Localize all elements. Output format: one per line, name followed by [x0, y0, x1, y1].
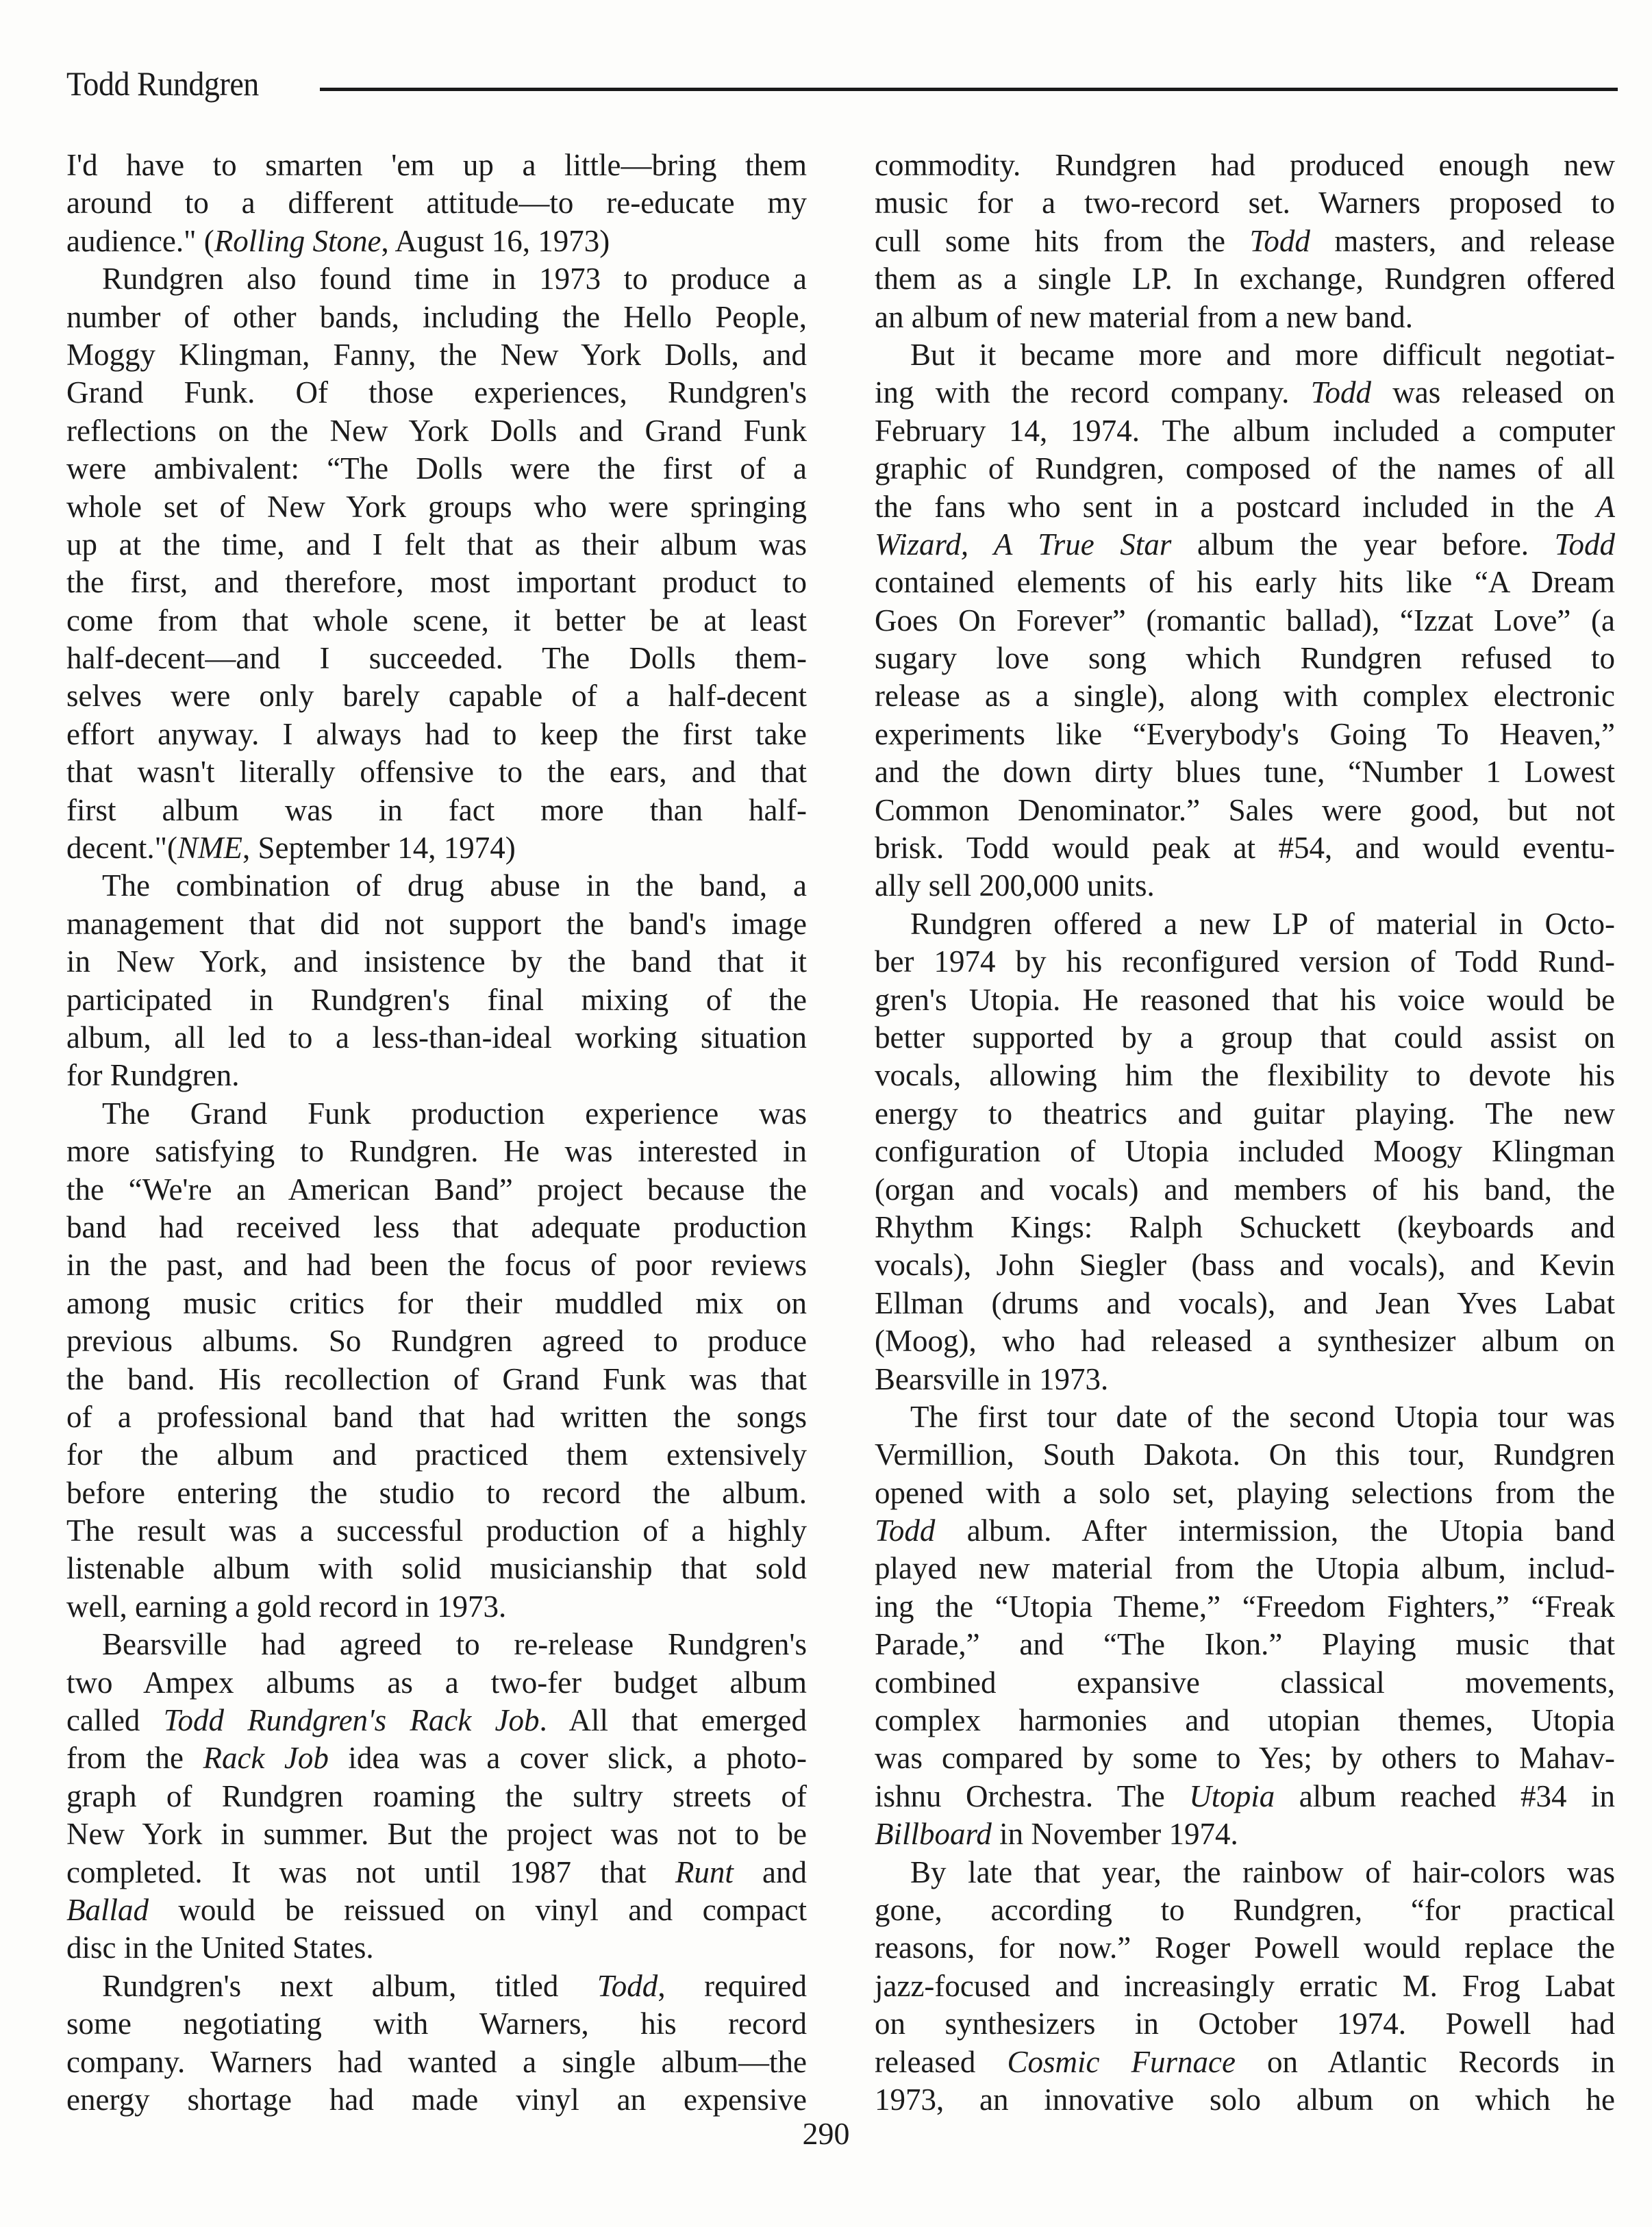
- text-line: [66, 1588, 807, 1626]
- text-run: that wasn't literally offensive to the ears, and that: [66, 755, 807, 790]
- text-line: [66, 829, 807, 867]
- text-run: music for a two-record set. Warners proposed to: [875, 186, 1615, 221]
- text-run: better supported by a group that could assist on: [875, 1020, 1615, 1055]
- text-line: [875, 1815, 1615, 1853]
- text-line: [875, 905, 1615, 943]
- text-run: decent."(: [66, 831, 178, 866]
- text-line: [66, 374, 807, 412]
- italic-title: Todd: [875, 1513, 936, 1548]
- text-line: [66, 450, 807, 488]
- text-run: ber 1974 by his reconfigured version of Todd Rund-: [875, 944, 1615, 979]
- text-line: [875, 981, 1615, 1019]
- text-line: [66, 1739, 807, 1777]
- text-run: around to a different attitude—to re-educate my: [66, 186, 807, 221]
- italic-title: Billboard: [875, 1817, 992, 1852]
- text-run: Goes On Forever” (romantic ballad), “Izzat Love” (a: [875, 603, 1615, 638]
- text-run: I'd have to smarten 'em up a little—bring them: [66, 148, 807, 182]
- text-line: [875, 602, 1615, 640]
- text-line: [66, 905, 807, 943]
- text-line: [66, 184, 807, 222]
- text-run: in New York, and insistence by the band that it: [66, 944, 807, 979]
- text-line: [875, 1057, 1615, 1094]
- text-line: [875, 640, 1615, 677]
- text-run: company. Warners had wanted a single album—the: [66, 2044, 807, 2079]
- text-run: an album of new material from a new band.: [875, 299, 1413, 334]
- text-line: [66, 223, 807, 260]
- text-line: [66, 299, 807, 336]
- text-run: ishnu Orchestra. The: [875, 1778, 1190, 1813]
- text-run: number of other bands, including the Hello People,: [66, 299, 807, 334]
- text-run: in November 1974.: [991, 1817, 1238, 1852]
- text-run: Bearsville had agreed to re-release Rundgren's: [102, 1627, 807, 1662]
- text-line: [875, 564, 1615, 601]
- text-line: [875, 1171, 1615, 1209]
- text-run: of a professional band that had written the songs: [66, 1399, 807, 1434]
- text-run: in the past, and had been the focus of poor reviews: [66, 1248, 807, 1283]
- text-line: [66, 526, 807, 564]
- text-line: [66, 1171, 807, 1209]
- italic-title: Todd: [1249, 223, 1310, 258]
- text-run: come from that whole scene, it better be at least: [66, 603, 807, 638]
- text-run: first album was in fact more than half-: [66, 792, 807, 827]
- text-run: album the year before.: [1171, 527, 1555, 562]
- text-line: [66, 1512, 807, 1550]
- text-run: on Atlantic Records in: [1235, 2044, 1615, 2079]
- text-run: ing the “Utopia Theme,” “Freedom Fighters,” “Freak: [875, 1589, 1615, 1624]
- text-line: [66, 640, 807, 677]
- text-line: [66, 1019, 807, 1057]
- text-line: [875, 1209, 1615, 1246]
- text-run: experiments like “Everybody's Going To Heaven,”: [875, 716, 1615, 751]
- text-line: [875, 1967, 1615, 2005]
- text-line: [875, 526, 1615, 564]
- text-line: [875, 488, 1615, 526]
- text-run: selves were only barely capable of a half-decent: [66, 679, 807, 714]
- text-line: [875, 299, 1615, 336]
- text-line: [66, 981, 807, 1019]
- text-run: whole set of New York groups who were springing: [66, 489, 807, 524]
- text-run: the “We're an American Band” project because the: [66, 1172, 807, 1207]
- text-run: them as a single LP. In exchange, Rundgren offered: [875, 262, 1615, 297]
- text-run: played new material from the Utopia album, includ-: [875, 1551, 1615, 1586]
- text-run: jazz-focused and increasingly erratic M. Frog Labat: [875, 1968, 1615, 2003]
- text-run: on synthesizers in October 1974. Powell had: [875, 2006, 1615, 2041]
- text-run: The result was a successful production of a highly: [66, 1513, 807, 1548]
- text-run: album. After intermission, the Utopia band: [935, 1513, 1615, 1548]
- text-run: would be reissued on vinyl and compact: [149, 1892, 807, 1927]
- text-run: released: [875, 2044, 1008, 2079]
- text-run: Rhythm Kings: Ralph Schuckett (keyboards and: [875, 1209, 1615, 1244]
- italic-title: NME: [177, 831, 243, 866]
- text-line: [66, 2081, 807, 2119]
- text-line: [875, 2043, 1615, 2081]
- text-line: [66, 1285, 807, 1322]
- text-line: [875, 1588, 1615, 1626]
- text-run: two Ampex albums as a two-fer budget album: [66, 1665, 807, 1700]
- text-line: [875, 1133, 1615, 1170]
- text-run: , required: [658, 1968, 808, 2003]
- text-line: [875, 1891, 1615, 1929]
- text-line: [875, 1929, 1615, 1967]
- text-run: configuration of Utopia included Moogy Klingman: [875, 1134, 1615, 1169]
- text-line: [875, 943, 1615, 981]
- text-run: previous albums. So Rundgren agreed to produce: [66, 1324, 807, 1359]
- text-line: [875, 753, 1615, 791]
- text-run: reflections on the New York Dolls and Grand Funk: [66, 413, 807, 448]
- text-run: album reached #34 in: [1275, 1778, 1615, 1813]
- text-line: [66, 1891, 807, 1929]
- text-line: [66, 336, 807, 374]
- text-run: (organ and vocals) and members of his band, the: [875, 1172, 1615, 1207]
- text-run: management that did not support the band's image: [66, 906, 807, 941]
- text-run: graphic of Rundgren, composed of the names of all: [875, 451, 1615, 486]
- text-run: ally sell 200,000 units.: [875, 868, 1155, 903]
- column-left: [66, 147, 807, 2119]
- text-run: were ambivalent: “The Dolls were the first of a: [66, 451, 807, 486]
- text-line: [66, 260, 807, 298]
- text-run: called: [66, 1703, 164, 1738]
- text-line: [66, 564, 807, 601]
- italic-title: Ballad: [66, 1892, 149, 1927]
- text-line: [66, 1702, 807, 1739]
- text-run: New York in summer. But the project was not to be: [66, 1817, 807, 1852]
- text-run: some negotiating with Warners, his record: [66, 2006, 807, 2041]
- text-run: opened with a solo set, playing selections from the: [875, 1475, 1615, 1510]
- text-run: Vermillion, South Dakota. On this tour, Rundgren: [875, 1437, 1615, 1472]
- text-line: [875, 1778, 1615, 1815]
- text-run: for Rundgren.: [66, 1058, 240, 1093]
- text-run: sugary love song which Rundgren refused to: [875, 641, 1615, 676]
- text-line: [66, 147, 807, 184]
- text-line: [875, 792, 1615, 829]
- text-line: [66, 1664, 807, 1702]
- text-line: [66, 2043, 807, 2081]
- text-line: [875, 1474, 1615, 1512]
- text-line: [66, 1322, 807, 1360]
- text-line: [66, 1361, 807, 1398]
- text-line: [875, 2005, 1615, 2043]
- text-run: disc in the United States.: [66, 1930, 374, 1965]
- text-line: [875, 147, 1615, 184]
- italic-title: Todd: [597, 1968, 658, 2003]
- text-run: But it became more and more difficult negotiat-: [910, 337, 1615, 372]
- text-run: was released on: [1371, 375, 1615, 410]
- text-line: [875, 412, 1615, 450]
- text-run: graph of Rundgren roaming the sultry streets of: [66, 1778, 807, 1813]
- text-line: [875, 223, 1615, 260]
- text-run: well, earning a gold record in 1973.: [66, 1589, 507, 1624]
- text-line: [66, 412, 807, 450]
- text-run: Parade,” and “The Ikon.” Playing music that: [875, 1627, 1615, 1662]
- text-run: commodity. Rundgren had produced enough new: [875, 148, 1615, 182]
- text-line: [66, 753, 807, 791]
- italic-title: Wizard, A True Star: [875, 527, 1172, 562]
- text-run: Grand Funk. Of those experiences, Rundgren's: [66, 375, 807, 410]
- running-head-rule: [320, 88, 1618, 91]
- text-line: [875, 1436, 1615, 1474]
- text-run: February 14, 1974. The album included a computer: [875, 413, 1615, 448]
- text-run: gren's Utopia. He reasoned that his voice would be: [875, 982, 1615, 1017]
- italic-title: Rack Job: [203, 1741, 329, 1776]
- text-line: [875, 867, 1615, 905]
- text-line: [875, 1095, 1615, 1133]
- text-line: [875, 716, 1615, 753]
- text-run: completed. It was not until 1987 that: [66, 1854, 675, 1889]
- text-line: [66, 602, 807, 640]
- text-run: cull some hits from the: [875, 223, 1250, 258]
- text-run: brisk. Todd would peak at #54, and would eventu-: [875, 831, 1615, 866]
- text-run: (Moog), who had released a synthesizer album on: [875, 1324, 1615, 1359]
- italic-title: Rolling Stone: [214, 223, 381, 258]
- running-head: [66, 63, 1618, 104]
- text-run: the band. His recollection of Grand Funk was that: [66, 1361, 807, 1396]
- text-run: listenable album with solid musicianship that sold: [66, 1551, 807, 1586]
- text-line: [66, 1474, 807, 1512]
- italic-title: Todd: [1554, 527, 1615, 562]
- text-line: [66, 677, 807, 715]
- text-run: Rundgren's next album, titled: [102, 1968, 597, 2003]
- text-run: before entering the studio to record the album.: [66, 1475, 807, 1510]
- text-run: , September 14, 1974): [242, 831, 516, 866]
- page-number: 290: [802, 2116, 850, 2151]
- text-line: [66, 1626, 807, 1663]
- text-run: release as a single), along with complex electronic: [875, 679, 1615, 714]
- italic-title: Utopia: [1189, 1778, 1275, 1813]
- text-run: the first, and therefore, most important product to: [66, 565, 807, 600]
- text-run: audience." (: [66, 223, 214, 258]
- text-line: [875, 1739, 1615, 1777]
- italic-title: Todd Rundgren's Rack Job: [163, 1703, 540, 1738]
- text-line: [875, 260, 1615, 298]
- text-run: for the album and practiced them extensively: [66, 1437, 807, 1472]
- italic-title: Todd: [1310, 375, 1372, 410]
- text-run: Rundgren offered a new LP of material in Octo-: [910, 906, 1615, 941]
- text-run: Rundgren also found time in 1973 to produce a: [102, 262, 807, 297]
- text-line: [66, 792, 807, 829]
- text-line: [66, 1854, 807, 1891]
- text-run: gone, according to Rundgren, “for practical: [875, 1892, 1615, 1927]
- text-run: Common Denominator.” Sales were good, but not: [875, 792, 1615, 827]
- text-run: contained elements of his early hits like “A Dream: [875, 565, 1615, 600]
- text-line: [875, 336, 1615, 374]
- text-run: idea was a cover slick, a photo-: [328, 1741, 807, 1776]
- text-run: combined expansive classical movements,: [875, 1665, 1615, 1700]
- text-line: [875, 1512, 1615, 1550]
- text-line: [875, 1550, 1615, 1587]
- text-run: album, all led to a less-than-ideal working situation: [66, 1020, 807, 1055]
- text-run: energy to theatrics and guitar playing. The new: [875, 1096, 1615, 1131]
- text-run: The Grand Funk production experience was: [102, 1096, 807, 1131]
- text-run: Bearsville in 1973.: [875, 1361, 1109, 1396]
- text-line: [875, 450, 1615, 488]
- text-line: [66, 2005, 807, 2043]
- text-line: [66, 1778, 807, 1815]
- text-run: more satisfying to Rundgren. He was interested in: [66, 1134, 807, 1169]
- text-line: [66, 1436, 807, 1474]
- text-line: [66, 1133, 807, 1170]
- text-run: The combination of drug abuse in the band, a: [102, 868, 807, 903]
- text-run: effort anyway. I always had to keep the first take: [66, 716, 807, 751]
- text-line: [66, 1209, 807, 1246]
- text-run: complex harmonies and utopian themes, Utopia: [875, 1703, 1615, 1738]
- text-line: [875, 1702, 1615, 1739]
- text-run: and: [733, 1854, 807, 1889]
- text-line: [66, 1398, 807, 1436]
- italic-title: A: [1596, 489, 1615, 524]
- text-line: [66, 1057, 807, 1094]
- text-run: up at the time, and I felt that as their album was: [66, 527, 807, 562]
- text-run: vocals, allowing him the flexibility to devote his: [875, 1058, 1615, 1093]
- column-right: [875, 147, 1615, 2119]
- text-run: from the: [66, 1741, 203, 1776]
- text-run: among music critics for their muddled mix on: [66, 1285, 807, 1320]
- text-run: half-decent—and I succeeded. The Dolls them-: [66, 641, 807, 676]
- text-line: [875, 1285, 1615, 1322]
- text-line: [875, 1626, 1615, 1663]
- text-run: band had received less that adequate production: [66, 1209, 807, 1244]
- text-run: , August 16, 1973): [381, 223, 610, 258]
- text-line: [66, 1815, 807, 1853]
- text-run: 1973, an innovative solo album on which he: [875, 2082, 1615, 2117]
- text-line: [66, 488, 807, 526]
- text-run: reasons, for now.” Roger Powell would replace the: [875, 1930, 1615, 1965]
- text-line: [66, 1967, 807, 2005]
- text-line: [875, 1019, 1615, 1057]
- text-line: [875, 1854, 1615, 1891]
- text-line: [66, 1929, 807, 1967]
- text-line: [875, 829, 1615, 867]
- text-line: [66, 943, 807, 981]
- text-line: [875, 1322, 1615, 1360]
- text-run: and the down dirty blues tune, “Number 1 Lowest: [875, 755, 1615, 790]
- text-line: [66, 1095, 807, 1133]
- text-line: [66, 867, 807, 905]
- text-run: . All that emerged: [539, 1703, 807, 1738]
- italic-title: Cosmic Furnace: [1007, 2044, 1236, 2079]
- text-line: [875, 374, 1615, 412]
- running-head-title: Todd Rundgren: [66, 64, 259, 103]
- text-run: Ellman (drums and vocals), and Jean Yves Labat: [875, 1285, 1615, 1320]
- text-run: By late that year, the rainbow of hair-colors was: [910, 1854, 1615, 1889]
- text-line: [875, 1398, 1615, 1436]
- text-run: the fans who sent in a postcard included in the: [875, 489, 1597, 524]
- text-run: participated in Rundgren's final mixing of the: [66, 982, 807, 1017]
- text-run: Moggy Klingman, Fanny, the New York Dolls, and: [66, 337, 807, 372]
- text-line: [875, 1246, 1615, 1284]
- text-line: [66, 716, 807, 753]
- text-line: [66, 1550, 807, 1587]
- text-line: [66, 1246, 807, 1284]
- text-line: [875, 677, 1615, 715]
- text-run: vocals), John Siegler (bass and vocals), and Kevin: [875, 1248, 1615, 1283]
- text-line: [875, 1361, 1615, 1398]
- text-run: masters, and release: [1310, 223, 1615, 258]
- text-run: energy shortage had made vinyl an expensive: [66, 2082, 807, 2117]
- italic-title: Runt: [675, 1854, 734, 1889]
- text-run: ing with the record company.: [875, 375, 1311, 410]
- text-line: [875, 1664, 1615, 1702]
- text-line: [875, 2081, 1615, 2119]
- text-run: was compared by some to Yes; by others to Mahav-: [875, 1741, 1615, 1776]
- text-line: [875, 184, 1615, 222]
- text-run: The first tour date of the second Utopia tour was: [910, 1399, 1615, 1434]
